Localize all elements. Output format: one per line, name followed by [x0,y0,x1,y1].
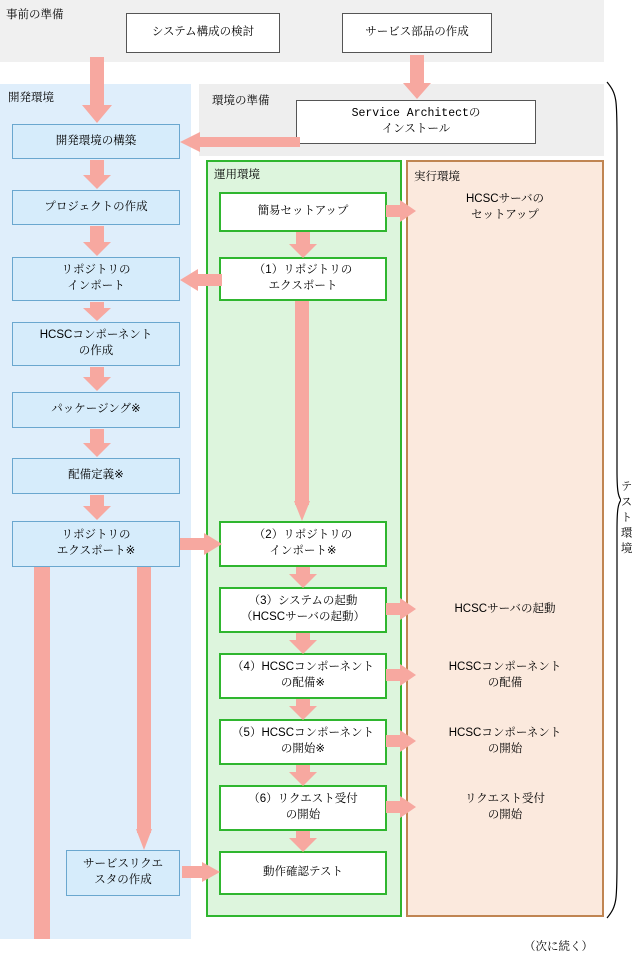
arrow-dev-to-service-requester [136,567,152,850]
box-dev-export-repository[interactable] [12,521,180,567]
arrow-ops-long-bar [294,301,310,521]
box-label-line2: の開始 [285,809,321,821]
arrow-dev-4 [83,367,111,391]
box-ops-start-request-reception[interactable] [219,785,387,831]
box-dev-create-service-requester[interactable] [66,850,180,896]
box-label-line1: （5）HCSCコンポーネント [232,727,374,740]
box-run-request-reception-start [412,785,598,831]
box-label-line1: 簡易セットアップ [257,205,349,218]
box-label-line1: （1）リポジトリの [253,264,353,277]
box-label-line2: （HCSCサーバの起動） [240,611,365,623]
box-ops-start-system[interactable] [219,587,387,633]
region-label-environment-preparation: 環境の準備 [212,95,270,107]
region-label-execution: 実行環境 [412,168,462,184]
box-label-line1: リポジトリの [61,529,131,542]
box-dev-create-project[interactable] [12,190,180,225]
arrow-dev-6 [83,495,111,520]
arrow-dev-long-bar [34,567,50,939]
arrow-right-dev-export-to-ops-import [180,533,222,555]
box-label-line1: HCSCコンポーネント [39,329,153,342]
box-label-line1: （6）リクエスト受付 [248,793,358,806]
box-label-line1: 開発環境の構築 [55,134,137,147]
arrow-ops-2 [289,567,317,588]
arrow-ops-3 [289,633,317,654]
box-label-line1: （2）リポジトリの [253,529,353,542]
box-ops-start-hcsc-component[interactable] [219,719,387,765]
box-ops-deploy-hcsc-component[interactable] [219,653,387,699]
arrow-right-setup-to-run-setup [386,200,416,222]
box-label-line2: エクスポート [268,280,338,292]
box-label-line2: エクスポート※ [56,545,136,557]
arrow-right-requester-to-test [182,862,220,882]
box-label-line1: HCSCサーバの [465,193,544,206]
arrow-right-request-to-run [386,796,416,818]
box-label-line1: HCSCコンポーネント [448,727,562,740]
box-label-line1: HCSCコンポーネント [448,661,562,674]
box-label-line1: （3）システムの起動 [248,595,358,608]
arrow-right-deploy-to-run [386,664,416,686]
box-label-line1: リクエスト受付 [464,793,546,806]
box-ops-operation-check-test[interactable] [219,851,387,895]
box-service-parts-creation[interactable] [342,13,492,53]
arrow-dev-3 [83,302,111,321]
box-dev-deployment-definition[interactable] [12,458,180,494]
box-label-line2: スタの作成 [94,874,152,886]
arrow-left-ops-export-to-dev-import [180,269,222,291]
box-run-hcsc-server-setup [412,186,598,230]
box-label-line1: パッケージング※ [51,403,141,416]
box-label-line2: インストール [381,123,451,136]
arrow-right-start-system-to-run [386,598,416,620]
box-label-line1: （4）HCSCコンポーネント [232,661,374,674]
arrow-dev-2 [83,226,111,256]
box-dev-create-hcsc-component[interactable] [12,322,180,366]
box-label-line2: セットアップ [471,209,539,221]
test-environment-label [617,480,631,563]
box-label-line2: の開始※ [280,743,326,755]
region-label-preparation: 事前の準備 [6,9,64,21]
box-run-hcsc-server-start [412,596,598,624]
box-label: システム構成の検討 [151,26,255,39]
box-label-line1: サービスリクエ [82,858,164,871]
box-label-line1: HCSCサーバの起動 [454,603,556,616]
box-label-line1: 配備定義※ [68,469,124,482]
box-ops-simple-setup[interactable] [219,192,387,232]
arrow-dev-1 [83,160,111,189]
box-run-hcsc-component-deploy [412,653,598,699]
box-label-line1: Service Architectの [351,107,481,121]
arrow-down-parts-to-install [403,55,431,99]
region-preparation [0,0,604,62]
region-label-development: 開発環境 [8,92,54,104]
box-label-line2: の作成 [78,345,114,357]
test-environment-label-text: テスト環境 [619,480,632,558]
box-label-line2: の開始 [487,809,523,821]
box-label-line2: の配備※ [280,677,326,689]
box-ops-import-repository[interactable] [219,521,387,567]
box-service-architect-install[interactable] [296,100,536,144]
box-label-line2: の開始 [487,743,523,755]
arrow-ops-4 [289,699,317,720]
box-dev-build-environment[interactable] [12,124,180,159]
arrow-down-config-to-dev [82,57,112,123]
box-label-line2: インポート [67,280,125,292]
box-ops-export-repository[interactable] [219,257,387,301]
box-label-line1: 動作確認テスト [262,866,344,879]
arrow-right-start-component-to-run [386,730,416,752]
box-label-line1: リポジトリの [61,264,131,277]
arrow-ops-6 [289,831,317,852]
arrow-dev-5 [83,429,111,457]
arrow-left-install-to-dev [180,132,300,152]
arrow-ops-1 [289,232,317,258]
box-label: サービス部品の作成 [365,26,469,39]
arrow-ops-5 [289,765,317,786]
region-label-operation: 運用環境 [212,166,262,182]
box-run-hcsc-component-start [412,719,598,765]
box-label-line2: の配備 [487,677,523,689]
box-label-line2: インポート※ [269,545,337,557]
continuation-note: （次に続く） [524,941,593,953]
box-dev-import-repository[interactable] [12,257,180,301]
box-system-configuration-study[interactable] [126,13,280,53]
box-dev-packaging[interactable] [12,392,180,428]
box-label-line1: プロジェクトの作成 [44,200,148,213]
